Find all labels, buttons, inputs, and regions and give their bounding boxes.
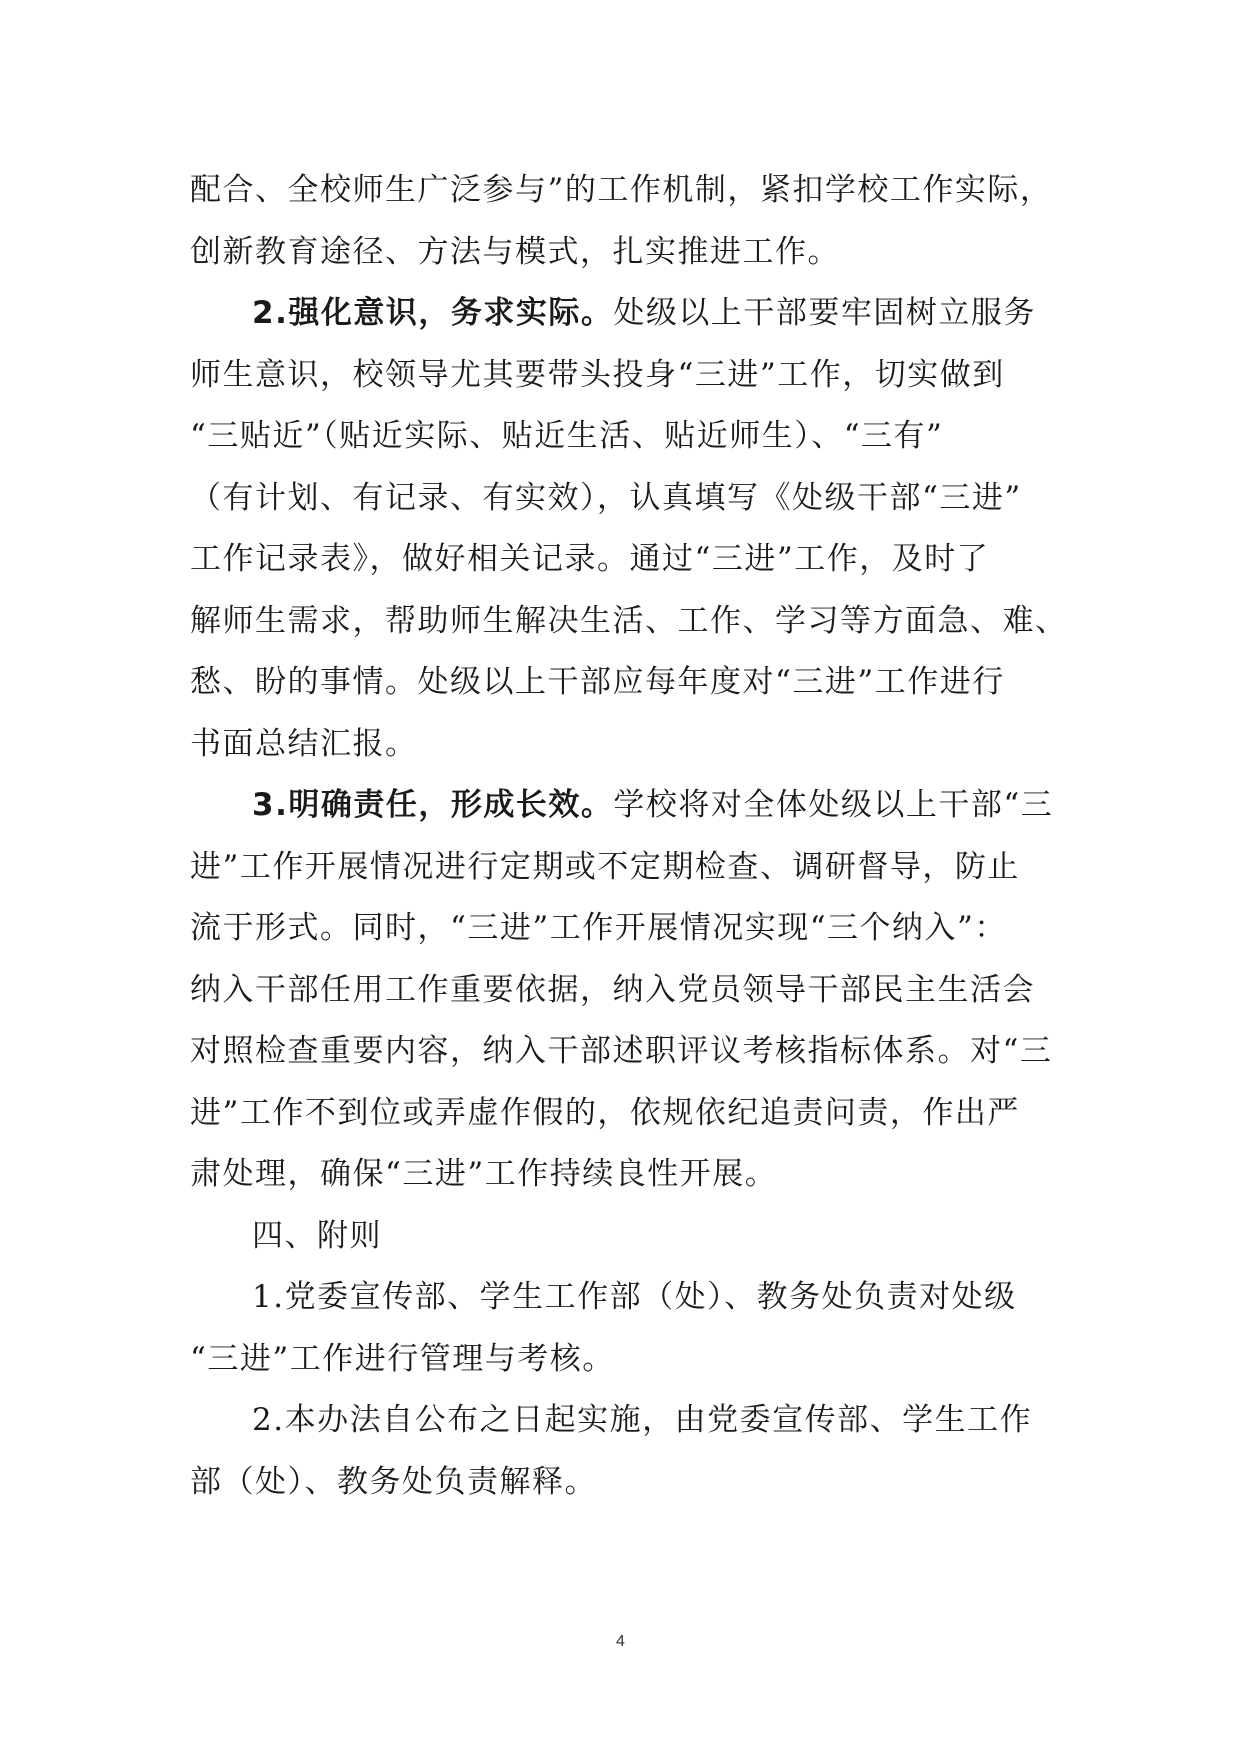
- text-line: [190, 775, 1056, 837]
- text-line: 肃处理，确保“三进”工作持续良性开展。: [190, 1156, 778, 1192]
- text-line: 书面总结汇报。: [190, 725, 418, 762]
- text-line: 工作记录表》，做好相关记录。通过“三进”工作，及时了: [190, 541, 990, 577]
- item-3-heading: 3.明确责任，形成长效。: [252, 787, 614, 823]
- text-line: [190, 283, 1056, 345]
- rule-1-line: “三进”工作进行管理与考核。: [190, 1340, 615, 1377]
- document-body: [190, 160, 1068, 1513]
- item-3-text: 学校将对全体处级以上干部“三: [613, 787, 1054, 823]
- item-3-paragraph: [190, 775, 1056, 1206]
- section-4: [190, 1206, 1056, 1514]
- text-line: 解师生需求，帮助师生解决生活、工作、学习等方面急、难、: [190, 602, 1068, 639]
- continuation-paragraph: [190, 160, 1056, 283]
- text-line: （有计划、有记录、有实效），认真填写《处级干部“三进”: [190, 479, 1022, 516]
- item-2-heading: 2.强化意识，务求实际。: [252, 295, 614, 331]
- text-line: “三贴近”（贴近实际、贴近生活、贴近师生）、“三有”: [190, 418, 944, 454]
- rule-2-line: 部（处）、教务处负责解释。: [190, 1463, 597, 1500]
- text-line: 进”工作不到位或弄虚作假的，依规依纪追责问责，作出严: [190, 1094, 1020, 1131]
- text-line: 对照检查重要内容，纳入干部述职评议考核指标体系。对“三: [190, 1033, 1053, 1069]
- text-line: 愁、盼的事情。处级以上干部应每年度对“三进”工作进行: [190, 664, 1005, 700]
- text-line: 师生意识，校领导尤其要带头投身“三进”工作，切实做到: [190, 356, 1005, 393]
- text-line: 流于形式。同时，“三进”工作开展情况实现“三个纳入”：: [190, 910, 1007, 946]
- rule-1-line: 1.党委宣传部、学生工作部（处）、教务处负责对处级: [252, 1279, 1017, 1315]
- rule-2-line: 2.本办法自公布之日起实施，由党委宣传部、学生工作: [252, 1402, 1033, 1438]
- item-2-paragraph: [190, 283, 1068, 775]
- text-line: 进”工作开展情况进行定期或不定期检查、调研督导，防止: [190, 848, 1020, 885]
- page-number: 4: [616, 1633, 625, 1650]
- text-line: 创新教育途径、方法与模式，扎实推进工作。: [190, 233, 840, 270]
- text-line: 配合、全校师生广泛参与”的工作机制，紧扣学校工作实际，: [190, 172, 1053, 208]
- item-2-text: 处级以上干部要牢固树立服务: [613, 295, 1036, 331]
- text-line: 纳入干部任用工作重要依据，纳入党员领导干部民主生活会: [190, 971, 1035, 1008]
- section-4-heading: 四、附则: [252, 1217, 382, 1254]
